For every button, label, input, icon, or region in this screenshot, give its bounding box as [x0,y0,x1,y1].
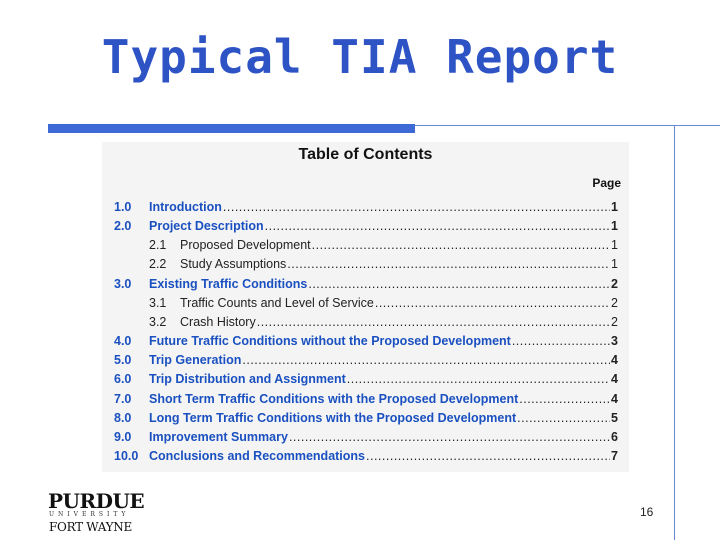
toc-entry-page: 4 [611,391,618,406]
toc-entry [102,372,629,390]
logo-wordmark-middle: UNIVERSITY [49,511,130,518]
toc-entry-number: 5.0 [114,353,132,368]
toc-leader-dots [519,392,610,406]
toc-title: Table of Contents [298,146,433,163]
toc-entry-label: Long Term Traffic Conditions with the Proposed Development [149,410,517,425]
toc-entry-number: 4.0 [114,334,132,349]
toc-entry-label: Traffic Counts and Level of Service [180,295,374,310]
toc-entry-page: 5 [611,410,618,425]
toc-leader-dots [517,411,610,425]
toc-leader-dots [375,296,610,310]
toc-subentry-number: 2.1 [149,238,167,253]
toc-entry-page: 3 [611,334,618,349]
toc-page-header: Page [592,176,621,190]
toc-entry-page: 2 [611,295,618,310]
toc-entry-number: 7.0 [114,391,132,406]
toc-leader-dots [289,430,610,444]
toc-leader-dots [312,238,610,252]
right-border-line [674,126,675,540]
table-of-contents-image [102,142,629,472]
toc-entry-label: Crash History [180,314,256,329]
toc-entry-number: 2.0 [114,219,132,234]
toc-subentry-number: 2.2 [149,257,167,272]
toc-leader-dots [223,200,610,214]
toc-entry-page: 2 [611,314,618,329]
toc-leader-dots [265,219,610,233]
toc-entry [102,238,629,256]
toc-entry [102,449,629,467]
toc-entry-page: 4 [611,353,618,368]
toc-entry-page: 2 [611,276,618,291]
toc-entry [102,277,629,295]
title-accent-bar [48,124,415,133]
toc-entry-label: Introduction [149,200,222,214]
toc-leader-dots [257,315,610,329]
toc-leader-dots [242,353,610,367]
toc-entry-label: Conclusions and Recommendations [149,448,366,463]
toc-entry-page: 4 [611,372,618,387]
toc-entry-label: Project Description [149,219,264,234]
toc-entry-label: Existing Traffic Conditions [149,276,308,291]
slide-title: Typical TIA Report [101,30,619,84]
toc-entry-number: 8.0 [114,410,132,425]
toc-entry-page: 7 [611,448,618,463]
toc-entry [102,296,629,314]
toc-entry [102,219,629,237]
logo-wordmark-bottom: FORT WAYNE [49,520,132,534]
toc-entry-number: 1.0 [114,200,132,214]
toc-entry-label: Future Traffic Conditions without the Proposed Development [149,334,511,349]
toc-leader-dots [347,372,610,386]
toc-entry-label: Trip Generation [149,353,242,368]
toc-entry [102,200,629,218]
toc-entry-label: Short Term Traffic Conditions with the Proposed Development [149,391,519,406]
toc-entry [102,411,629,429]
toc-subentry-number: 3.1 [149,295,167,310]
toc-entry [102,257,629,275]
toc-entry [102,392,629,410]
logo-wordmark-top: PURDUE [48,489,145,513]
toc-entry-number: 6.0 [114,372,132,387]
toc-entry-number: 10.0 [114,448,139,463]
toc-leader-dots [512,334,610,348]
toc-entry-page: 6 [611,429,618,444]
toc-entry [102,430,629,448]
toc-entry-label: Proposed Development [180,238,311,253]
toc-leader-dots [366,449,610,463]
toc-entry-label: Study Assumptions [180,257,287,272]
toc-subentry-number: 3.2 [149,314,167,329]
toc-entry [102,315,629,333]
toc-entry-page: 1 [611,257,618,272]
toc-entry-page: 1 [611,238,618,253]
toc-entry-page: 1 [611,219,618,234]
toc-entry-label: Trip Distribution and Assignment [149,372,346,387]
toc-entry [102,353,629,371]
toc-entry-number: 9.0 [114,429,132,444]
toc-leader-dots [308,277,610,291]
toc-entry [102,334,629,352]
toc-leader-dots [287,257,610,271]
purdue-fort-wayne-logo [48,489,145,535]
slide-page-number: 16 [640,505,654,519]
toc-entry-label: Improvement Summary [149,429,288,444]
toc-entry-page: 1 [611,200,618,214]
toc-entry-number: 3.0 [114,276,132,291]
